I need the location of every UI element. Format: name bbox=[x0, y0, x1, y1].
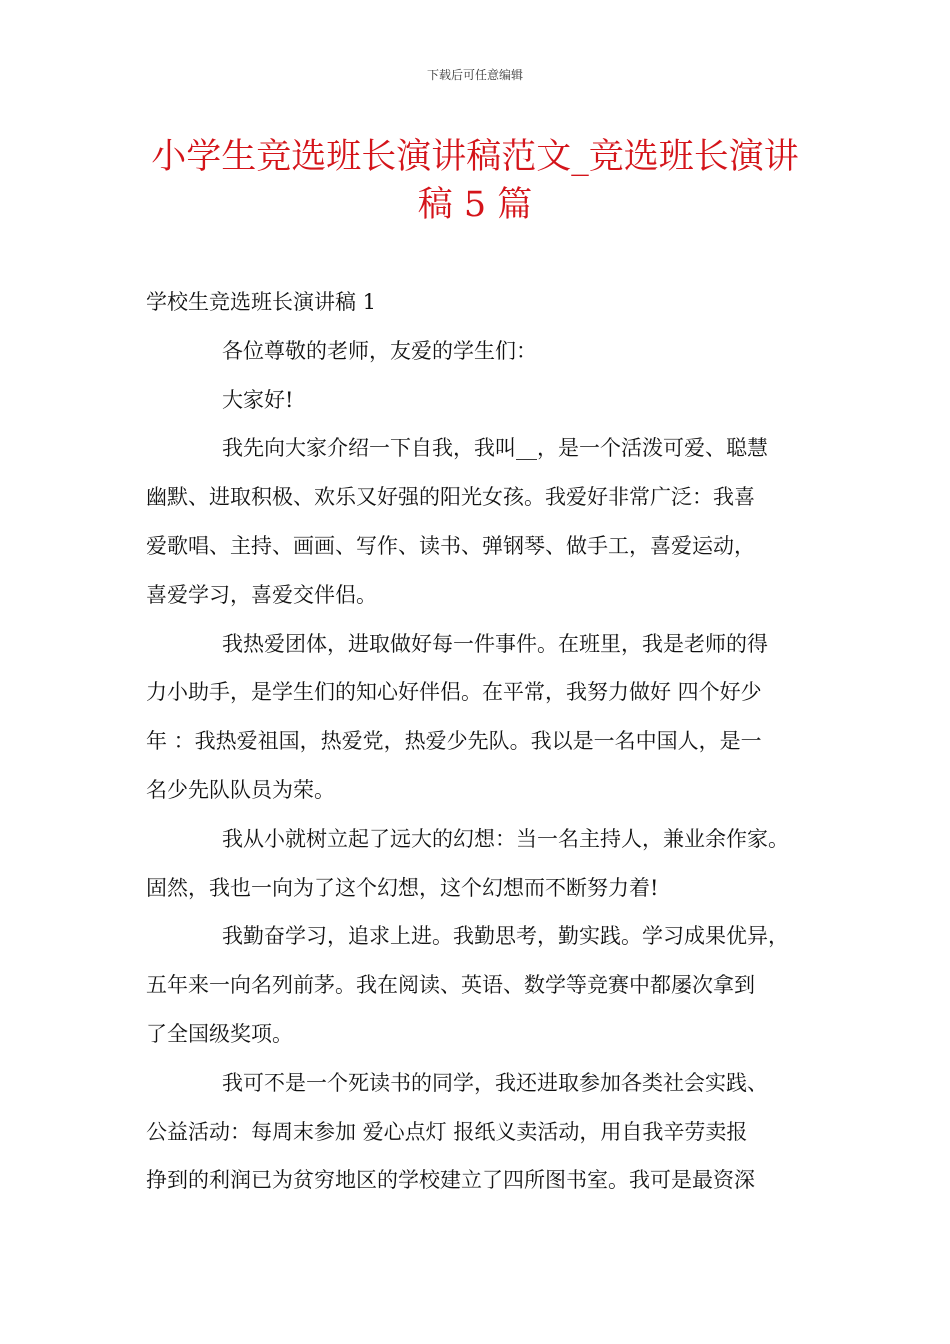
text-line: 力小助手，是学生们的知心好伴侣。在平常，我努力做好 四个好少 bbox=[146, 680, 762, 705]
text-line: 五年来一向名列前茅。我在阅读、英语、数学等竞赛中都屡次拿到 bbox=[146, 973, 755, 998]
header-note: 下载后可任意编辑 bbox=[426, 68, 523, 82]
text-line: 固然，我也一向为了这个幻想，这个幻想而不断努力着! bbox=[146, 875, 659, 900]
text-line: 我从小就树立起了远大的幻想：当一名主持人，兼业余作家。 bbox=[222, 826, 789, 851]
text-line: 学校生竞选班长演讲稿 1 bbox=[146, 290, 377, 314]
text-line: 大家好! bbox=[222, 387, 294, 412]
document-title bbox=[120, 133, 830, 229]
text-line: 我勤奋学习，追求上进。我勤思考，勤实践。学习成果优异， bbox=[222, 924, 789, 949]
text-line: 挣到的利润已为贫穷地区的学校建立了四所图书室。我可是最资深 bbox=[146, 1168, 755, 1193]
text-line: 我热爱团体，进取做好每一件事件。在班里，我是老师的得 bbox=[222, 631, 768, 656]
text-line: 公益活动：每周末参加 爱心点灯 报纸义卖活动，用自我辛劳卖报 bbox=[146, 1119, 748, 1144]
text-line: 年 ：我热爱祖国，热爱党，热爱少先队。我以是一名中国人，是一 bbox=[146, 729, 762, 754]
text-line: 幽默、进取积极、欢乐又好强的阳光女孩。我爱好非常广泛：我喜 bbox=[146, 485, 755, 510]
text-line: 名少先队队员为荣。 bbox=[146, 777, 335, 802]
text-line: 爱歌唱、主持、画画、写作、读书、弹钢琴、做手工，喜爱运动， bbox=[146, 533, 755, 558]
body-text bbox=[146, 278, 826, 1205]
text-line: 喜爱学习，喜爱交伴侣。 bbox=[146, 582, 377, 607]
text-line: 各位尊敬的老师，友爱的学生们： bbox=[222, 338, 537, 363]
text-line: 我可不是一个死读书的同学，我还进取参加各类社会实践、 bbox=[222, 1070, 768, 1095]
text-line: 了全国级奖项。 bbox=[146, 1021, 293, 1046]
title-line: 稿 5 篇 bbox=[417, 185, 533, 225]
title-line: 小学生竞选班长演讲稿范文_竞选班长演讲 bbox=[151, 137, 799, 177]
text-line: 我先向大家介绍一下自我，我叫__，是一个活泼可爱、聪慧 bbox=[222, 436, 768, 461]
